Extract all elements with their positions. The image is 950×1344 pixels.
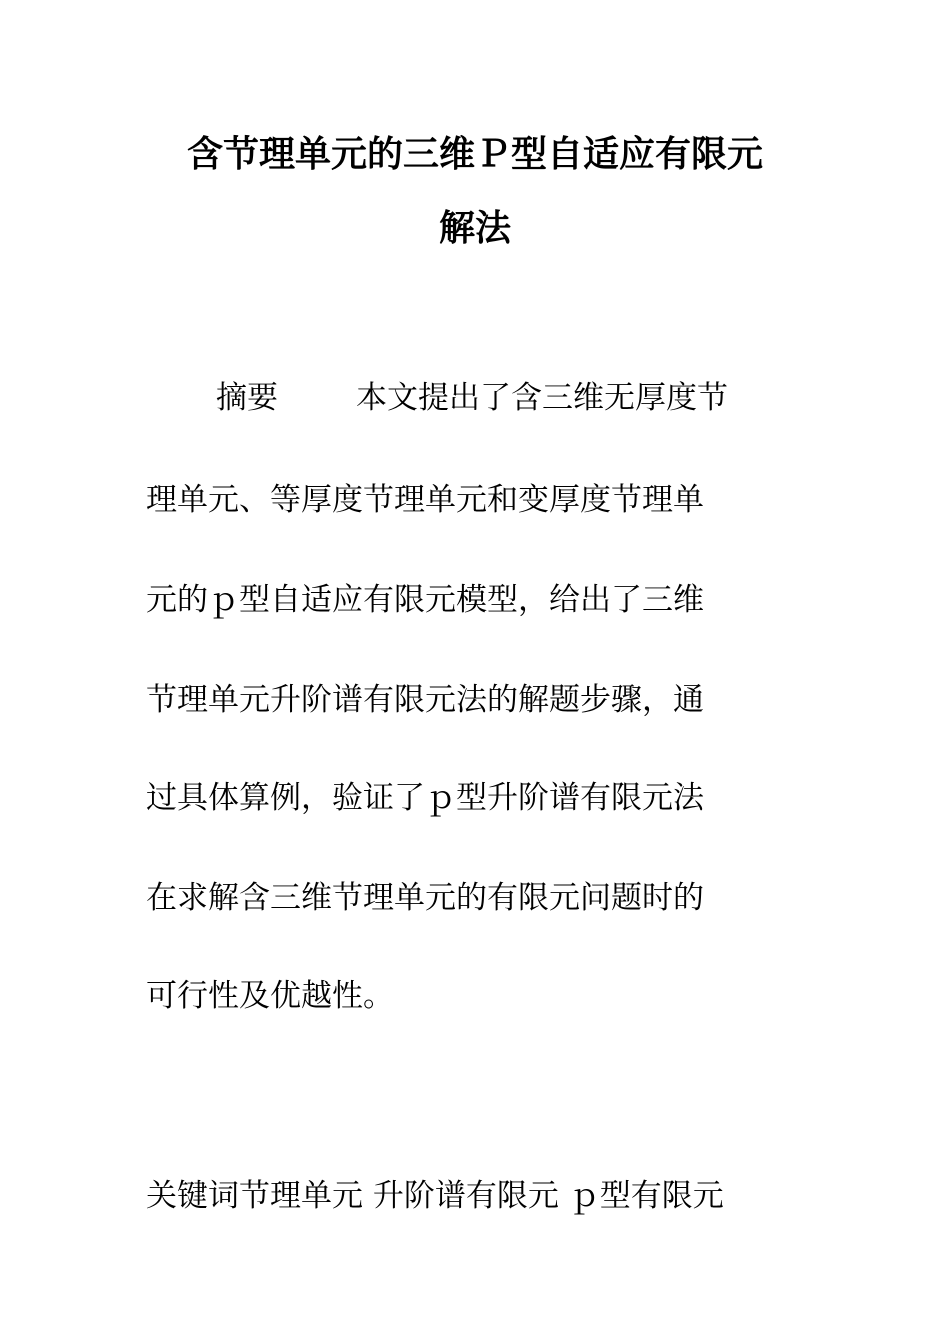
abstract-line-2: 理单元、等厚度节理单元和变厚度节理单 bbox=[146, 482, 704, 518]
abstract-line-4: 节理单元升阶谱有限元法的解题步骤，通 bbox=[146, 682, 704, 718]
abstract-line-6: 在求解含三维节理单元的有限元问题时的 bbox=[146, 880, 704, 916]
keywords-line: 关键词节理单元 升阶谱有限元 ｐ型有限元 bbox=[146, 1178, 724, 1214]
abstract-line-7: 可行性及优越性。 bbox=[146, 978, 394, 1014]
abstract-line-5: 过具体算例，验证了ｐ型升阶谱有限元法 bbox=[146, 780, 704, 816]
abstract-label: 摘要 bbox=[216, 380, 278, 416]
abstract-line-1: 本文提出了含三维无厚度节 bbox=[356, 380, 728, 416]
document-title-line-1: 含节理单元的三维Ｐ型自适应有限元 bbox=[186, 133, 763, 175]
abstract-line-3: 元的ｐ型自适应有限元模型，给出了三维 bbox=[146, 582, 704, 618]
document-title-line-2: 解法 bbox=[438, 207, 511, 249]
